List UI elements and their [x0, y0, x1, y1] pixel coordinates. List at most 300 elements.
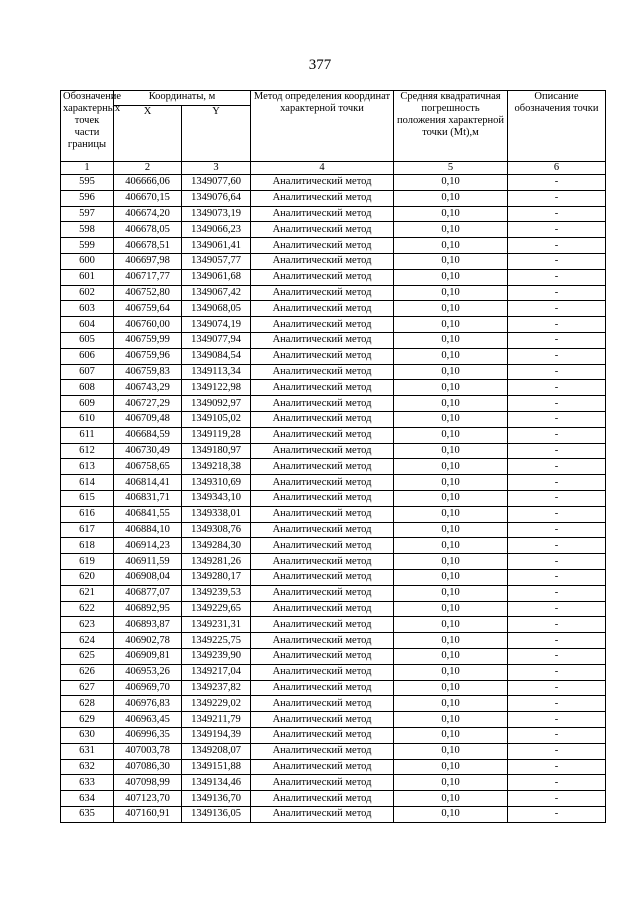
table-row	[61, 222, 606, 238]
x-coordinate-cell: 406892,95	[114, 601, 182, 617]
method-cell: Аналитический метод	[251, 538, 394, 554]
error-cell: 0,10	[394, 569, 508, 585]
y-coordinate-cell: 1349066,23	[182, 222, 251, 238]
y-coordinate-cell: 1349229,65	[182, 601, 251, 617]
table-row	[61, 254, 606, 270]
y-coordinate-cell: 1349229,02	[182, 696, 251, 712]
method-cell: Аналитический метод	[251, 459, 394, 475]
table-body	[61, 175, 606, 823]
y-coordinate-cell: 1349151,88	[182, 759, 251, 775]
method-cell: Аналитический метод	[251, 617, 394, 633]
description-cell: -	[508, 743, 606, 759]
point-number-cell: 620	[61, 569, 114, 585]
point-number-cell: 596	[61, 190, 114, 206]
table-row	[61, 317, 606, 333]
error-cell: 0,10	[394, 301, 508, 317]
description-cell: -	[508, 775, 606, 791]
point-number-cell: 613	[61, 459, 114, 475]
y-coordinate-cell: 1349180,97	[182, 443, 251, 459]
y-coordinate-cell: 1349084,54	[182, 348, 251, 364]
method-cell: Аналитический метод	[251, 680, 394, 696]
table-row	[61, 806, 606, 822]
y-coordinate-cell: 1349284,30	[182, 538, 251, 554]
header-designation: Обозначение характерных точек части границы	[61, 91, 114, 162]
x-coordinate-cell: 406759,99	[114, 333, 182, 349]
y-coordinate-cell: 1349136,70	[182, 791, 251, 807]
error-cell: 0,10	[394, 585, 508, 601]
method-cell: Аналитический метод	[251, 727, 394, 743]
point-number-cell: 630	[61, 727, 114, 743]
method-cell: Аналитический метод	[251, 601, 394, 617]
x-coordinate-cell: 407003,78	[114, 743, 182, 759]
description-cell: -	[508, 175, 606, 191]
description-cell: -	[508, 443, 606, 459]
x-coordinate-cell: 406752,80	[114, 285, 182, 301]
error-cell: 0,10	[394, 696, 508, 712]
table-header	[61, 91, 606, 175]
description-cell: -	[508, 333, 606, 349]
x-coordinate-cell: 406709,48	[114, 412, 182, 428]
error-cell: 0,10	[394, 806, 508, 822]
error-cell: 0,10	[394, 506, 508, 522]
method-cell: Аналитический метод	[251, 633, 394, 649]
y-coordinate-cell: 1349211,79	[182, 712, 251, 728]
error-cell: 0,10	[394, 443, 508, 459]
point-number-cell: 635	[61, 806, 114, 822]
description-cell: -	[508, 759, 606, 775]
method-cell: Аналитический метод	[251, 317, 394, 333]
description-cell: -	[508, 506, 606, 522]
error-cell: 0,10	[394, 664, 508, 680]
description-cell: -	[508, 538, 606, 554]
description-cell: -	[508, 317, 606, 333]
point-number-cell: 627	[61, 680, 114, 696]
description-cell: -	[508, 380, 606, 396]
y-coordinate-cell: 1349076,64	[182, 190, 251, 206]
x-coordinate-cell: 406759,96	[114, 348, 182, 364]
y-coordinate-cell: 1349074,19	[182, 317, 251, 333]
column-number: 5	[394, 162, 508, 175]
description-cell: -	[508, 680, 606, 696]
header-method: Метод определения координат характерной точки	[251, 91, 394, 162]
y-coordinate-cell: 1349067,42	[182, 285, 251, 301]
method-cell: Аналитический метод	[251, 175, 394, 191]
y-coordinate-cell: 1349073,19	[182, 206, 251, 222]
x-coordinate-cell: 406670,15	[114, 190, 182, 206]
method-cell: Аналитический метод	[251, 569, 394, 585]
table-row	[61, 427, 606, 443]
description-cell: -	[508, 664, 606, 680]
point-number-cell: 606	[61, 348, 114, 364]
point-number-cell: 619	[61, 554, 114, 570]
error-cell: 0,10	[394, 522, 508, 538]
description-cell: -	[508, 491, 606, 507]
point-number-cell: 634	[61, 791, 114, 807]
method-cell: Аналитический метод	[251, 506, 394, 522]
method-cell: Аналитический метод	[251, 648, 394, 664]
column-numbers-row	[61, 162, 606, 175]
description-cell: -	[508, 301, 606, 317]
x-coordinate-cell: 406684,59	[114, 427, 182, 443]
method-cell: Аналитический метод	[251, 206, 394, 222]
description-cell: -	[508, 254, 606, 270]
method-cell: Аналитический метод	[251, 743, 394, 759]
error-cell: 0,10	[394, 254, 508, 270]
method-cell: Аналитический метод	[251, 254, 394, 270]
method-cell: Аналитический метод	[251, 348, 394, 364]
x-coordinate-cell: 406831,71	[114, 491, 182, 507]
error-cell: 0,10	[394, 396, 508, 412]
description-cell: -	[508, 206, 606, 222]
point-number-cell: 615	[61, 491, 114, 507]
table-row	[61, 696, 606, 712]
description-cell: -	[508, 791, 606, 807]
method-cell: Аналитический метод	[251, 190, 394, 206]
x-coordinate-cell: 406814,41	[114, 475, 182, 491]
method-cell: Аналитический метод	[251, 222, 394, 238]
y-coordinate-cell: 1349217,04	[182, 664, 251, 680]
error-cell: 0,10	[394, 680, 508, 696]
table-row	[61, 348, 606, 364]
description-cell: -	[508, 238, 606, 254]
y-coordinate-cell: 1349057,77	[182, 254, 251, 270]
description-cell: -	[508, 269, 606, 285]
x-coordinate-cell: 407098,99	[114, 775, 182, 791]
method-cell: Аналитический метод	[251, 664, 394, 680]
description-cell: -	[508, 806, 606, 822]
table-row	[61, 238, 606, 254]
point-number-cell: 631	[61, 743, 114, 759]
point-number-cell: 617	[61, 522, 114, 538]
description-cell: -	[508, 412, 606, 428]
point-number-cell: 626	[61, 664, 114, 680]
point-number-cell: 618	[61, 538, 114, 554]
header-error: Средняя квадратичная погрешность положения характерной точки (Mt),м	[394, 91, 508, 162]
x-coordinate-cell: 406953,26	[114, 664, 182, 680]
x-coordinate-cell: 406884,10	[114, 522, 182, 538]
error-cell: 0,10	[394, 475, 508, 491]
error-cell: 0,10	[394, 633, 508, 649]
point-number-cell: 616	[61, 506, 114, 522]
method-cell: Аналитический метод	[251, 301, 394, 317]
table-row	[61, 617, 606, 633]
column-number: 2	[114, 162, 182, 175]
y-coordinate-cell: 1349068,05	[182, 301, 251, 317]
table-row	[61, 664, 606, 680]
table-row	[61, 601, 606, 617]
description-cell: -	[508, 554, 606, 570]
table-row	[61, 522, 606, 538]
error-cell: 0,10	[394, 648, 508, 664]
method-cell: Аналитический метод	[251, 269, 394, 285]
y-coordinate-cell: 1349122,98	[182, 380, 251, 396]
method-cell: Аналитический метод	[251, 333, 394, 349]
y-coordinate-cell: 1349239,53	[182, 585, 251, 601]
y-coordinate-cell: 1349061,68	[182, 269, 251, 285]
method-cell: Аналитический метод	[251, 364, 394, 380]
point-number-cell: 601	[61, 269, 114, 285]
point-number-cell: 610	[61, 412, 114, 428]
header-coordinates: Координаты, м	[114, 91, 251, 106]
point-number-cell: 625	[61, 648, 114, 664]
method-cell: Аналитический метод	[251, 712, 394, 728]
table-row	[61, 285, 606, 301]
point-number-cell: 605	[61, 333, 114, 349]
error-cell: 0,10	[394, 538, 508, 554]
y-coordinate-cell: 1349077,60	[182, 175, 251, 191]
description-cell: -	[508, 364, 606, 380]
point-number-cell: 598	[61, 222, 114, 238]
error-cell: 0,10	[394, 348, 508, 364]
table-row	[61, 396, 606, 412]
point-number-cell: 595	[61, 175, 114, 191]
header-description: Описание обозначения точки	[508, 91, 606, 162]
y-coordinate-cell: 1349105,02	[182, 412, 251, 428]
table-row	[61, 648, 606, 664]
point-number-cell: 633	[61, 775, 114, 791]
description-cell: -	[508, 522, 606, 538]
table-row	[61, 475, 606, 491]
header-x: X	[114, 106, 182, 162]
table-row	[61, 554, 606, 570]
error-cell: 0,10	[394, 759, 508, 775]
table-row	[61, 380, 606, 396]
point-number-cell: 628	[61, 696, 114, 712]
x-coordinate-cell: 406908,04	[114, 569, 182, 585]
method-cell: Аналитический метод	[251, 696, 394, 712]
y-coordinate-cell: 1349061,41	[182, 238, 251, 254]
table-row	[61, 585, 606, 601]
x-coordinate-cell: 406969,70	[114, 680, 182, 696]
description-cell: -	[508, 727, 606, 743]
y-coordinate-cell: 1349280,17	[182, 569, 251, 585]
error-cell: 0,10	[394, 285, 508, 301]
x-coordinate-cell: 406697,98	[114, 254, 182, 270]
y-coordinate-cell: 1349231,31	[182, 617, 251, 633]
y-coordinate-cell: 1349208,07	[182, 743, 251, 759]
y-coordinate-cell: 1349113,34	[182, 364, 251, 380]
table-row	[61, 727, 606, 743]
description-cell: -	[508, 617, 606, 633]
error-cell: 0,10	[394, 269, 508, 285]
description-cell: -	[508, 585, 606, 601]
point-number-cell: 608	[61, 380, 114, 396]
x-coordinate-cell: 406759,64	[114, 301, 182, 317]
y-coordinate-cell: 1349119,28	[182, 427, 251, 443]
table-row	[61, 759, 606, 775]
method-cell: Аналитический метод	[251, 522, 394, 538]
method-cell: Аналитический метод	[251, 427, 394, 443]
point-number-cell: 632	[61, 759, 114, 775]
x-coordinate-cell: 407160,91	[114, 806, 182, 822]
description-cell: -	[508, 601, 606, 617]
table-row	[61, 443, 606, 459]
x-coordinate-cell: 406717,77	[114, 269, 182, 285]
method-cell: Аналитический метод	[251, 380, 394, 396]
column-number: 6	[508, 162, 606, 175]
x-coordinate-cell: 406976,83	[114, 696, 182, 712]
method-cell: Аналитический метод	[251, 238, 394, 254]
table-row	[61, 333, 606, 349]
method-cell: Аналитический метод	[251, 396, 394, 412]
method-cell: Аналитический метод	[251, 443, 394, 459]
method-cell: Аналитический метод	[251, 554, 394, 570]
table-row	[61, 412, 606, 428]
y-coordinate-cell: 1349225,75	[182, 633, 251, 649]
error-cell: 0,10	[394, 333, 508, 349]
method-cell: Аналитический метод	[251, 775, 394, 791]
table-row	[61, 680, 606, 696]
y-coordinate-cell: 1349308,76	[182, 522, 251, 538]
table-row	[61, 459, 606, 475]
error-cell: 0,10	[394, 791, 508, 807]
error-cell: 0,10	[394, 491, 508, 507]
table-row	[61, 175, 606, 191]
method-cell: Аналитический метод	[251, 585, 394, 601]
error-cell: 0,10	[394, 601, 508, 617]
point-number-cell: 609	[61, 396, 114, 412]
y-coordinate-cell: 1349136,05	[182, 806, 251, 822]
point-number-cell: 612	[61, 443, 114, 459]
column-number: 4	[251, 162, 394, 175]
description-cell: -	[508, 222, 606, 238]
point-number-cell: 597	[61, 206, 114, 222]
y-coordinate-cell: 1349218,38	[182, 459, 251, 475]
error-cell: 0,10	[394, 459, 508, 475]
x-coordinate-cell: 406674,20	[114, 206, 182, 222]
point-number-cell: 604	[61, 317, 114, 333]
table-row	[61, 301, 606, 317]
point-number-cell: 599	[61, 238, 114, 254]
method-cell: Аналитический метод	[251, 791, 394, 807]
point-number-cell: 603	[61, 301, 114, 317]
x-coordinate-cell: 406760,00	[114, 317, 182, 333]
error-cell: 0,10	[394, 364, 508, 380]
description-cell: -	[508, 396, 606, 412]
error-cell: 0,10	[394, 554, 508, 570]
x-coordinate-cell: 406893,87	[114, 617, 182, 633]
method-cell: Аналитический метод	[251, 285, 394, 301]
y-coordinate-cell: 1349092,97	[182, 396, 251, 412]
description-cell: -	[508, 569, 606, 585]
x-coordinate-cell: 406911,59	[114, 554, 182, 570]
x-coordinate-cell: 406743,29	[114, 380, 182, 396]
y-coordinate-cell: 1349343,10	[182, 491, 251, 507]
page-number: 377	[308, 57, 332, 73]
method-cell: Аналитический метод	[251, 491, 394, 507]
error-cell: 0,10	[394, 175, 508, 191]
point-number-cell: 611	[61, 427, 114, 443]
error-cell: 0,10	[394, 190, 508, 206]
y-coordinate-cell: 1349310,69	[182, 475, 251, 491]
table-row	[61, 775, 606, 791]
method-cell: Аналитический метод	[251, 806, 394, 822]
x-coordinate-cell: 406996,35	[114, 727, 182, 743]
y-coordinate-cell: 1349077,94	[182, 333, 251, 349]
table-row	[61, 538, 606, 554]
table-row	[61, 712, 606, 728]
point-number-cell: 614	[61, 475, 114, 491]
x-coordinate-cell: 406909,81	[114, 648, 182, 664]
method-cell: Аналитический метод	[251, 759, 394, 775]
column-number: 1	[61, 162, 114, 175]
description-cell: -	[508, 285, 606, 301]
y-coordinate-cell: 1349281,26	[182, 554, 251, 570]
x-coordinate-cell: 406963,45	[114, 712, 182, 728]
description-cell: -	[508, 475, 606, 491]
error-cell: 0,10	[394, 727, 508, 743]
x-coordinate-cell: 406730,49	[114, 443, 182, 459]
table-row	[61, 364, 606, 380]
table-row	[61, 743, 606, 759]
y-coordinate-cell: 1349239,90	[182, 648, 251, 664]
point-number-cell: 600	[61, 254, 114, 270]
point-number-cell: 607	[61, 364, 114, 380]
x-coordinate-cell: 406759,83	[114, 364, 182, 380]
x-coordinate-cell: 406666,06	[114, 175, 182, 191]
point-number-cell: 621	[61, 585, 114, 601]
coordinates-table	[60, 90, 606, 823]
description-cell: -	[508, 712, 606, 728]
x-coordinate-cell: 407086,30	[114, 759, 182, 775]
point-number-cell: 629	[61, 712, 114, 728]
description-cell: -	[508, 348, 606, 364]
column-number: 3	[182, 162, 251, 175]
x-coordinate-cell: 406678,05	[114, 222, 182, 238]
table-row	[61, 206, 606, 222]
error-cell: 0,10	[394, 380, 508, 396]
error-cell: 0,10	[394, 412, 508, 428]
x-coordinate-cell: 406678,51	[114, 238, 182, 254]
y-coordinate-cell: 1349194,39	[182, 727, 251, 743]
y-coordinate-cell: 1349338,01	[182, 506, 251, 522]
error-cell: 0,10	[394, 617, 508, 633]
point-number-cell: 624	[61, 633, 114, 649]
y-coordinate-cell: 1349237,82	[182, 680, 251, 696]
table-row	[61, 569, 606, 585]
x-coordinate-cell: 406758,65	[114, 459, 182, 475]
point-number-cell: 622	[61, 601, 114, 617]
x-coordinate-cell: 407123,70	[114, 791, 182, 807]
point-number-cell: 623	[61, 617, 114, 633]
method-cell: Аналитический метод	[251, 412, 394, 428]
error-cell: 0,10	[394, 427, 508, 443]
x-coordinate-cell: 406914,23	[114, 538, 182, 554]
header-y: Y	[182, 106, 251, 162]
point-number-cell: 602	[61, 285, 114, 301]
x-coordinate-cell: 406902,78	[114, 633, 182, 649]
table-row	[61, 269, 606, 285]
error-cell: 0,10	[394, 206, 508, 222]
error-cell: 0,10	[394, 238, 508, 254]
error-cell: 0,10	[394, 222, 508, 238]
x-coordinate-cell: 406727,29	[114, 396, 182, 412]
x-coordinate-cell: 406877,07	[114, 585, 182, 601]
description-cell: -	[508, 696, 606, 712]
error-cell: 0,10	[394, 775, 508, 791]
table-row	[61, 506, 606, 522]
table-row	[61, 791, 606, 807]
description-cell: -	[508, 427, 606, 443]
method-cell: Аналитический метод	[251, 475, 394, 491]
x-coordinate-cell: 406841,55	[114, 506, 182, 522]
table-row	[61, 190, 606, 206]
error-cell: 0,10	[394, 712, 508, 728]
error-cell: 0,10	[394, 317, 508, 333]
y-coordinate-cell: 1349134,46	[182, 775, 251, 791]
description-cell: -	[508, 648, 606, 664]
error-cell: 0,10	[394, 743, 508, 759]
